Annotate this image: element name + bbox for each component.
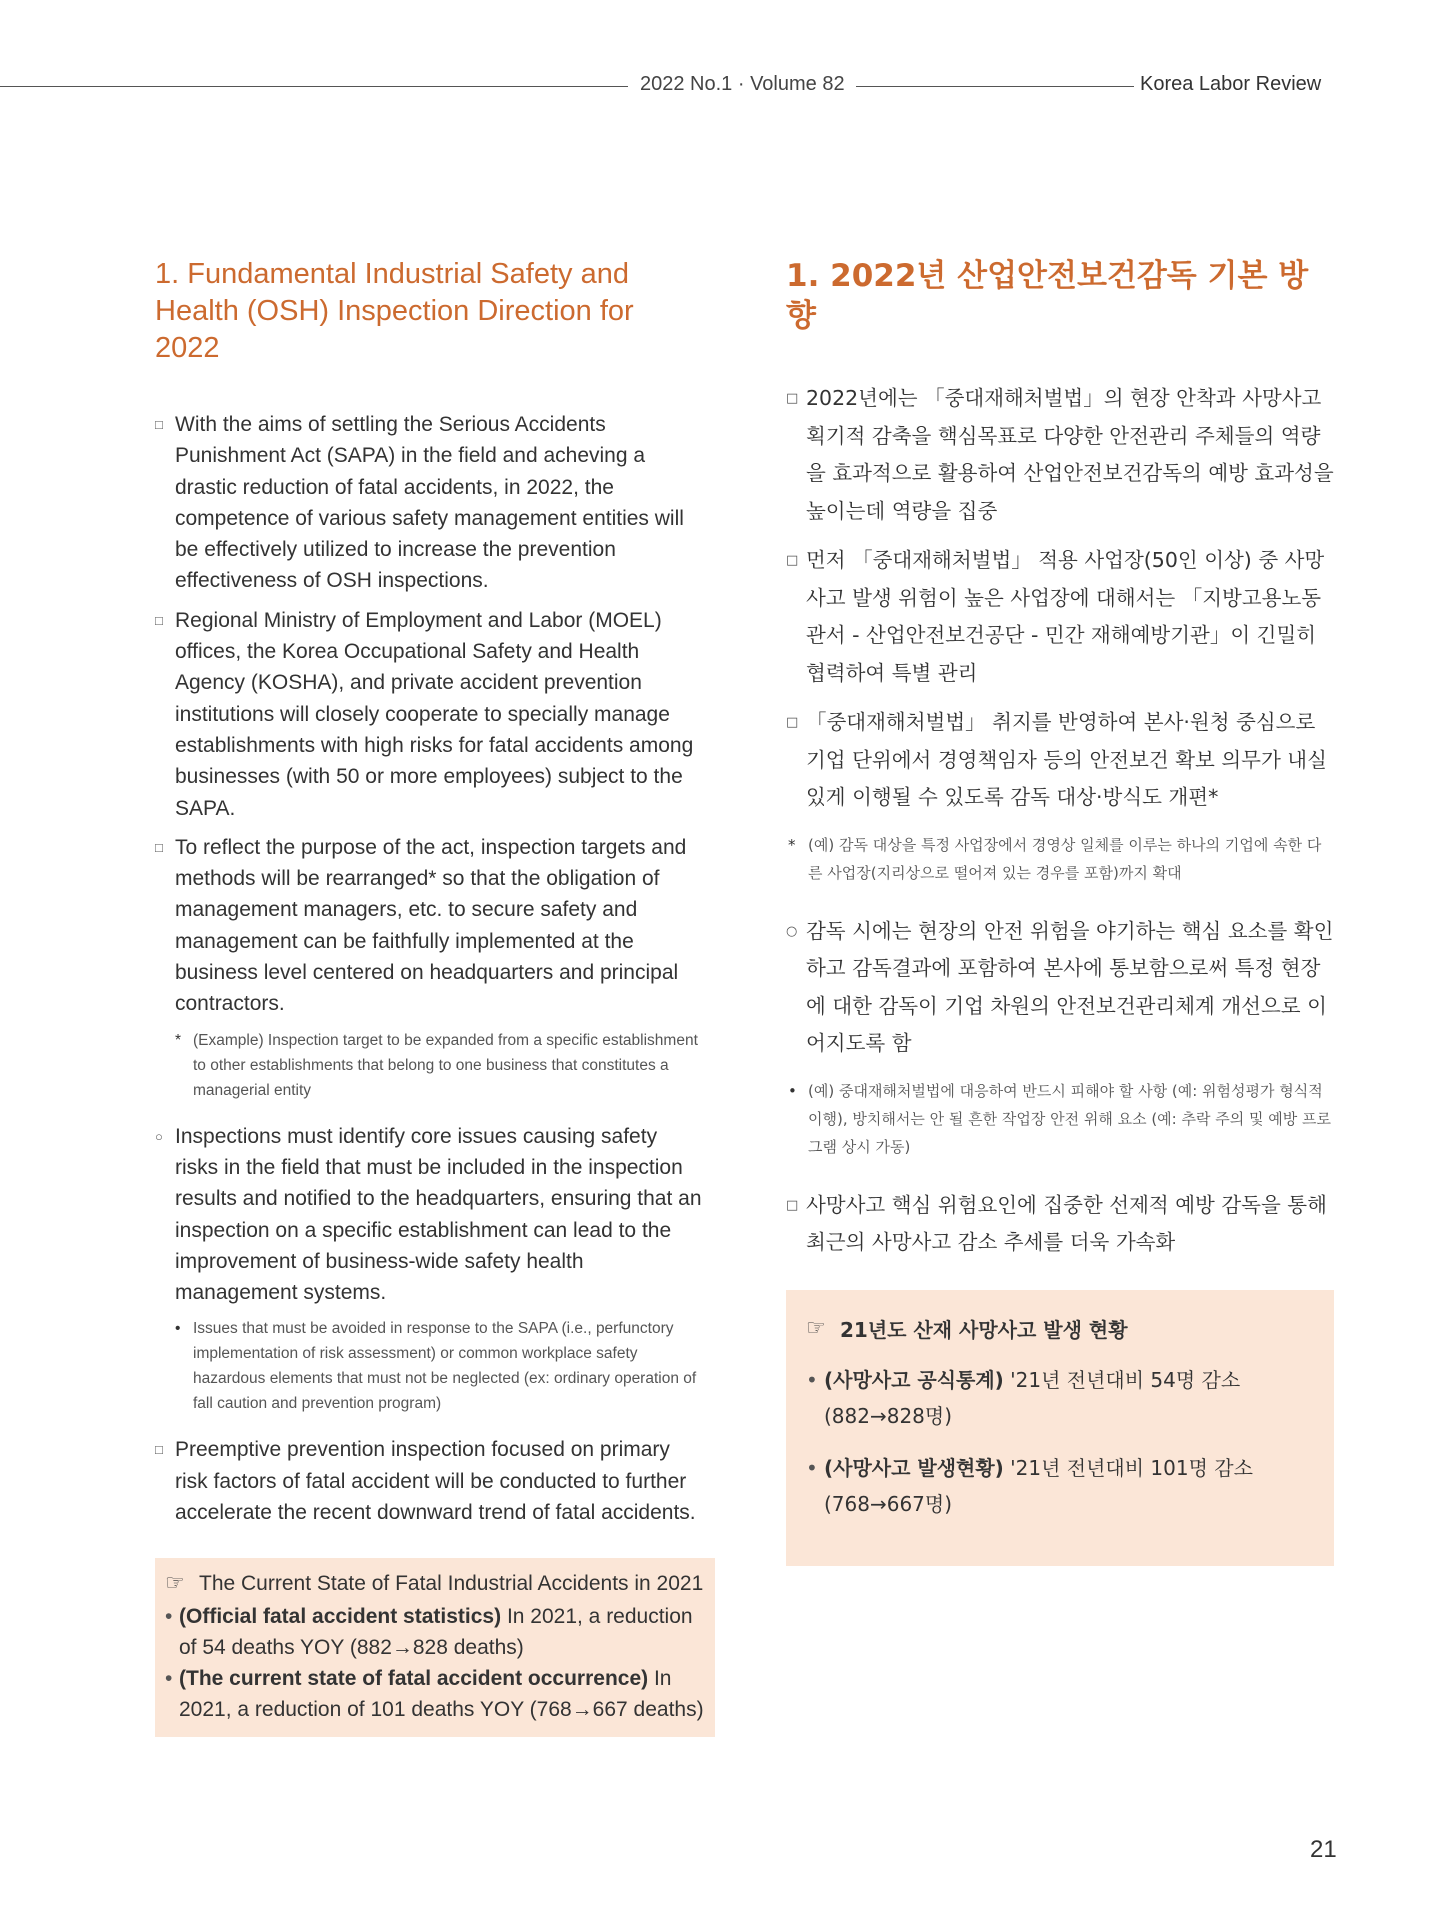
item-text: To reflect the purpose of the act, inspection targets and methods will be rearranged* so that the obligation of management managers, etc. to secure safety and management can be faithfully implemented at the business level centered on headquarters and principal contractors. xyxy=(175,835,687,1016)
box-title xyxy=(165,1568,705,1599)
bullet-heading: (사망사고 발생현황) xyxy=(824,1455,1004,1480)
box-bullet xyxy=(165,1601,705,1663)
box-bullet xyxy=(165,1663,705,1725)
circle-icon: ○ xyxy=(786,923,798,939)
bullet-icon: • xyxy=(806,1367,818,1392)
square-icon: □ xyxy=(786,1197,799,1213)
footnote xyxy=(786,1077,1334,1161)
bullet-text: In 2021, a reduction of 101 deaths YOY (768→667 deaths) xyxy=(179,1667,704,1722)
footnote-text: Issues that must be avoided in response to the SAPA (i.e., perfunctory implementation of risk assessment) or common workplace safety hazardous elements that must not be neglected (ex: ordinary operation of fall caution and prevention program) xyxy=(193,1320,697,1413)
footnote xyxy=(786,831,1334,887)
circle-icon: ○ xyxy=(155,1128,163,1144)
square-icon: □ xyxy=(786,715,799,730)
box-bullet xyxy=(806,1362,1314,1434)
page-number: 21 xyxy=(1310,1836,1337,1863)
box-bullet xyxy=(806,1450,1314,1522)
square-icon: □ xyxy=(786,553,799,568)
list-item xyxy=(155,605,705,824)
bullet-text: '21년 전년대비 54명 감소 (882→828명) xyxy=(824,1367,1241,1428)
list-item xyxy=(786,1187,1334,1262)
journal-name: Korea Labor Review xyxy=(1140,73,1322,95)
item-text: 감독 시에는 현장의 안전 위험을 야기하는 핵심 요소를 확인하고 감독결과에 포함하여 본사에 통보함으로써 특정 현장에 대한 감독이 기업 차원의 안전보건관리체계 개선으로 이어지도록 함 xyxy=(806,918,1334,1055)
square-icon: □ xyxy=(155,417,163,432)
item-text: 「중대재해처벌법」 취지를 반영하여 본사·원청 중심으로 기업 단위에서 경영책임자 등의 안전보건 확보 의무가 내실 있게 이행될 수 있도록 감독 대상·방식도 개편* xyxy=(806,710,1327,809)
square-icon: □ xyxy=(786,391,799,406)
item-text: Inspections must identify core issues causing safety risks in the field that must be included in the inspection results and notified to the headquarters, ensuring that an inspection on a specific establishment can lead to the improvement of business-wide safety health management systems. xyxy=(175,1124,702,1305)
box-title xyxy=(806,1312,1314,1348)
pointing-hand-icon: ☞ xyxy=(806,1315,826,1341)
list-item xyxy=(155,1434,705,1528)
english-column xyxy=(155,256,705,1737)
fatal-accidents-box-en xyxy=(155,1558,715,1737)
footnote-text: (Example) Inspection target to be expanded from a specific establishment to other establishments that belong to one business that constitutes a managerial entity xyxy=(193,1031,698,1099)
item-text: 사망사고 핵심 위험요인에 집중한 선제적 예방 감독을 통해 최근의 사망사고 감소 추세를 더욱 가속화 xyxy=(806,1192,1327,1254)
dot-icon: • xyxy=(788,1081,797,1100)
bullet-icon: • xyxy=(165,1605,173,1629)
bullet-icon: • xyxy=(806,1455,818,1480)
list-item xyxy=(786,704,1334,817)
dot-icon: • xyxy=(175,1320,181,1338)
square-icon: □ xyxy=(155,1442,163,1458)
box-title-text: The Current State of Fatal Industrial Accidents in 2021 xyxy=(199,1572,704,1596)
list-item xyxy=(155,832,705,1020)
item-text: 2022년에는 「중대재해처벌법」의 현장 안착과 사망사고 획기적 감축을 핵심목표로 다양한 안전관리 주체들의 역량을 효과적으로 활용하여 산업안전보건감독의 예방 효과성을 높이는데 역량을 집중 xyxy=(806,386,1334,523)
section-title-ko: 1. 2022년 산업안전보건감독 기본 방향 xyxy=(786,258,1309,334)
asterisk-icon: * xyxy=(788,835,796,854)
section-title-en: 1. Fundamental Industrial Safety and Health (OSH) Inspection Direction for 2022 xyxy=(155,258,634,364)
square-icon: □ xyxy=(155,612,163,628)
item-text: With the aims of settling the Serious Accidents Punishment Act (SAPA) in the field and acheving a drastic reduction of fatal accidents, in 2022, the competence of various safety management entities will be effectively utilized to increase the prevention effectiveness of OSH inspections. xyxy=(175,413,684,593)
bullet-icon: • xyxy=(165,1667,173,1691)
footnote-text: (예) 감독 대상을 특정 사업장에서 경영상 일체를 이루는 하나의 기업에 속한 다른 사업장(지리상으로 떨어져 있는 경우를 포함)까지 확대 xyxy=(808,835,1322,882)
bullet-heading: (Official fatal accident statistics) xyxy=(179,1605,502,1629)
item-text: Preemptive prevention inspection focused on primary risk factors of fatal accident will be conducted to further accelerate the recent downward trend of fatal accidents. xyxy=(175,1438,696,1525)
square-icon: □ xyxy=(155,839,163,855)
pointing-hand-icon: ☞ xyxy=(165,1570,185,1596)
bullet-heading: (사망사고 공식통계) xyxy=(824,1367,1004,1392)
list-item xyxy=(786,542,1334,692)
korean-column xyxy=(786,256,1334,1566)
footnote xyxy=(155,1316,705,1416)
bullet-text: In 2021, a reduction of 54 deaths YOY (882→828 deaths) xyxy=(179,1605,693,1660)
item-text: Regional Ministry of Employment and Labor (MOEL) offices, the Korea Occupational Safety and Health Agency (KOSHA), and private accident prevention institutions will closely cooperate to specially manage establishments with high risks for fatal accidents among businesses (with 50 or more employees) subject to the SAPA. xyxy=(175,608,694,820)
bullet-heading: (The current state of fatal accident occurrence) xyxy=(179,1667,649,1691)
fatal-accidents-box-ko xyxy=(786,1290,1334,1566)
list-item xyxy=(155,1121,705,1309)
header-rule-left xyxy=(0,86,628,87)
list-item xyxy=(786,913,1334,1063)
item-text: 먼저 「중대재해처벌법」 적용 사업장(50인 이상) 중 사망사고 발생 위험이 높은 사업장에 대해서는 「지방고용노동관서 - 산업안전보건공단 - 민간 재해예방기관」이 긴밀히 협력하여 특별 관리 xyxy=(806,548,1325,685)
list-item xyxy=(155,409,705,597)
issue-label: 2022 No.1 · Volume 82 xyxy=(640,73,845,95)
asterisk-icon: * xyxy=(175,1031,182,1049)
footnote xyxy=(155,1028,705,1103)
list-item xyxy=(786,380,1334,530)
footnote-text: (예) 중대재해처벌법에 대응하여 반드시 피해야 할 사항 (예: 위험성평가 형식적 이행), 방치해서는 안 될 흔한 작업장 안전 위해 요소 (예: 추락 주의 및 예방 프로그램 상시 가동) xyxy=(808,1081,1331,1156)
bullet-text: '21년 전년대비 101명 감소 (768→667명) xyxy=(824,1455,1253,1516)
header-rule-mid xyxy=(856,86,1134,87)
box-title-text: 21년도 산재 사망사고 발생 현황 xyxy=(840,1317,1128,1342)
